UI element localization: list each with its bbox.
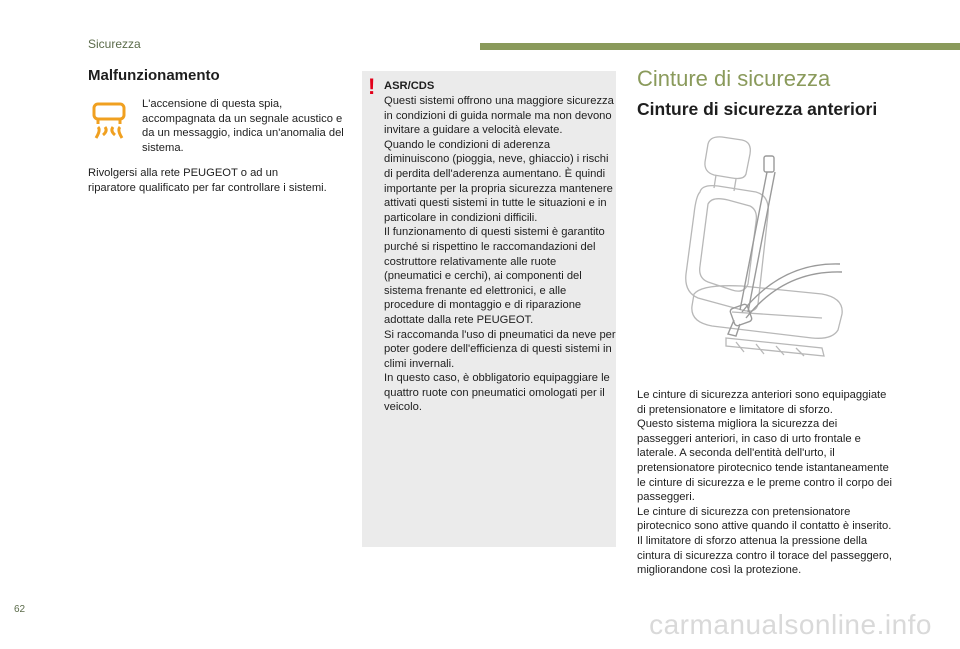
section-label: Sicurezza — [88, 37, 141, 51]
seat-belt-illustration — [672, 134, 858, 364]
malfunzionamento-text: Rivolgersi alla rete PEUGEOT o ad un riparatore qualificato per far controllare i sistemi. — [88, 167, 327, 194]
cinture-anteriori-heading: Cinture di sicurezza anteriori — [637, 99, 878, 119]
asr-cds-title: ASR/CDS — [384, 80, 435, 92]
header-accent-bar — [480, 43, 960, 50]
asr-cds-text: Questi sistemi offrono una maggiore sicurezza in condizioni di guida normale ma non devono invitare a guidare a velocità elevate. Quando le condizioni di aderenza diminuiscono (pioggia, neve, ghiaccio) i rischi di perdita dell'aderenza aumentano. È quindi importante per la propria sicurezza mantenere attivati questi sistemi in tutte le situazioni e in particolare in condizioni difficili. Il funzionamento di questi sistemi è garantito purché si rispettino le raccomandazioni del costruttore relativamente alle ruote (pneumatici e cerchi), ai componenti del sistema frenante ed elettronici, e alle procedure di montaggio e di riparazione adottate dalla rete PEUGEOT. Si raccomanda l'uso di pneumatici da neve per poter godere dell'efficienza di questi sistemi in climi invernali. In questo caso, è obbligatorio equipaggiare le quattro ruote con pneumatici omologati per il veicolo. — [384, 95, 616, 414]
traction-warning-icon — [86, 100, 132, 140]
cinture-heading: Cinture di sicurezza — [637, 66, 831, 91]
cinture-anteriori-text: Le cinture di sicurezza anteriori sono equipaggiate di pretensionatore e limitatore di sforzo. Questo sistema migliora la sicurezza dei passeggeri anteriori, in caso di urto frontale e laterale. A seconda dell'entità dell'urto, il pretensionatore pirotecnico tende istantaneamente le cinture di sicurezza e le preme contro il corpo dei passeggeri. Le cinture di sicurezza con pretensionatore pirotecnico sono attive quando il contatto è inserito. Il limitatore di sforzo attenua la pressione della cintura di sicurezza contro il torace del passeggero, migliorandone così la protezione. — [637, 389, 892, 577]
malfunzionamento-heading: Malfunzionamento — [88, 67, 220, 84]
alert-exclamation-icon: ! — [368, 74, 376, 99]
site-watermark: carmanualsonline.info — [649, 609, 932, 640]
warning-light-description: L'accensione di questa spia, accompagnata da un segnale acustico e da un messaggio, indica un'anomalia del sistema. — [142, 98, 344, 154]
page-number: 62 — [14, 604, 26, 615]
